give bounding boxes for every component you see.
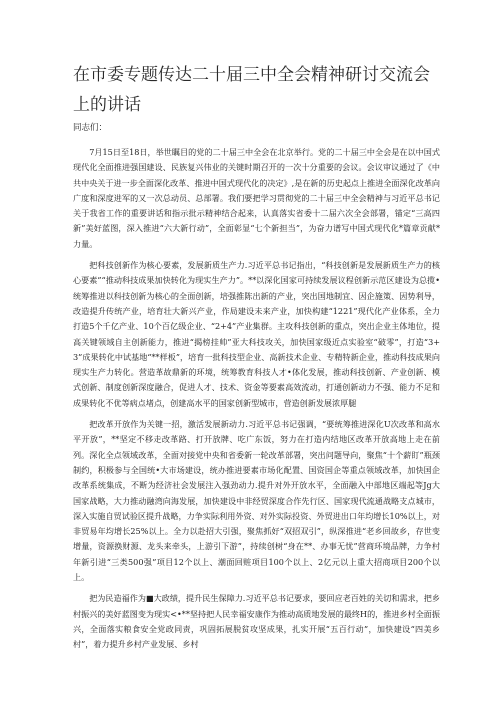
paragraph-opening: 7月15日至18日，举世瞩目的党的二十届三中全会在北京举行。党的二十届三中全会是在以中国式现代化全面推进强国建设、民族复兴伟业的关键时期召开的一次十分重要的会议。会议审议通过了《中共中央关于进一步全面深化改革、推进中国式现代化的决定》,是在新的历史起点上推进全面深化改革向广度和深度进军的又一次总动员、总部署。我们要把学习贯彻党的二十届三中全会精神与习近平总书记关于我省工作的重要讲话和指示批示精神结合起来，认真落实省委十二届六次全会部署，锚定“三高四新”美好蓝图，深入推进“六大新行动”，全面彰显“七个新担当”，为奋力谱写中国式现代化*篇章贡献*力量。 xyxy=(73,147,440,249)
paragraph-livelihood: 把为民造福作为■大政绩，提升民生保障力.习近平总书记要求，要回应老百姓的关切和需求，把乡村振兴的美好蓝图变为现实<•**坚持把人民幸福安康作为推动高质地发展的最终H的，推进乡村全面振兴，全面落实粮食安全党政同责，巩固拓展脱贫攻坚成果，扎实开展“五百行动”，加快建设“四美乡村”，着力提升乡村产业发展、乡村 xyxy=(73,593,440,650)
document-title: 在市委专题传达二十届三中全会精神研讨交流会上的讲话 xyxy=(73,65,430,115)
paragraph-tech-innovation: 把科技创新作为核心要素，发展新质生产力.习近平总书记指出，“科技创新是发展新质生产力的核心要素”“推动科技成果加快转化为现实生产力”。**以深化国家可持续发展议程创新示范区建设为总揽•统筹推进以科技创新为核心的全面创新，培强推陈出新的产业，突出国地制宜、因企施策、因势利导，改造提升传统产业，培育壮大新兴产业，作局建设未来产业，加快构建“1221”现代化产业体系，全力打造5个千亿产业、10个百亿级企业、“2+4”产业集群。主攻科技创新的重点，突出企业主体地位，提高关键领域自主创新能力，推进“揭榜挂帅”亚大科技攻关，加快国家级近点实验室“破零”，打造“3+3”成果转化中试基地“**样板”，培育一批科技型企业、高新技术企业、专精特新企业，推动科技成果向现实生产力转化。营造革故鼎新的环境，统筹教育科技人才•体化发展，推动科技创新、产业创新、模式创新、制度创新深度融合，促进人才、技术、资金等要素高效流动，打通创新动力不强、能力不足和成果转化不优等病点堵点，创建高水平的国家创新型城市，营造创新发展浓厚腿 xyxy=(73,260,440,408)
greeting: 同志们： xyxy=(73,123,108,133)
document-body xyxy=(73,145,440,659)
paragraph-reform-opening: 把改革开放作为关键一招，激活发展新动力.习近平总书记强调，“要统筹推进深化U次改革和高水平开放”，**坚定不移走改革路、打开放牌、吃广东饭，努力在打造内结地区改革开放高地上走在前列。深化全点领域改革，全面对接党中央和省委新一轮改革部署，突出问题导向，聚焦“十个薪盯”瓶颈制约，积极参与全国统•大市场建设，统办推进要素市场化配置、国资国企等重点领域改革，加快国企改革系统集成，不断为经济社会发展注入强劲动力.提升对外开放水平，全面融入中部地区端起等Jg大国家战略，大力推动融湾向海发展，加快建设中非经贸深度合作先行区、国家现代流通战略支点城市，深入实施自贸试验区提升战略，力争实际利用外资、对外实际投资、外贸进出口年均增长10%以上，对非贸易年均增长25%以上。全力以赴招大引强，聚焦抓好“双招双引”，纵深推进“老乡回故乡，存世变增量，资源换财源、龙头来牵头，上游引下游”，持续创树“身在**、办事无忧”营商环境品牌，力争村年新引进“三类500强”项目12个以上、潮面回赃项目100个以上、2亿元以上重大招商项目200个以上。 xyxy=(73,419,440,583)
